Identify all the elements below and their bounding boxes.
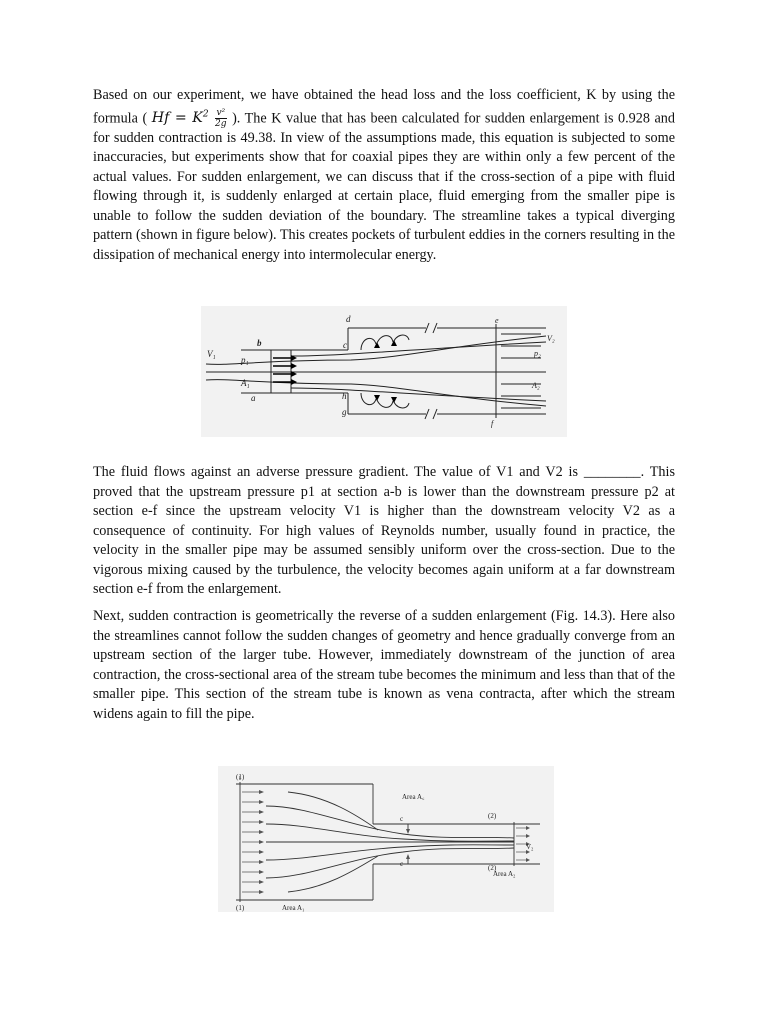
label-h: h xyxy=(342,391,347,401)
label-p2: p₂ xyxy=(534,349,541,358)
formula-denominator: 2g xyxy=(215,118,227,129)
paragraph-head-loss xyxy=(93,86,675,265)
label-section2-bottom: (2) xyxy=(488,864,497,872)
label-area-a2: Area A₂ xyxy=(493,870,516,878)
label-v2: V₂ xyxy=(526,843,534,851)
formula-fraction xyxy=(215,108,227,129)
formula xyxy=(151,107,228,129)
label-area-a1: Area A₁ xyxy=(282,904,305,912)
formula-lhs: Hf = K xyxy=(151,110,203,127)
label-v1: V₁ xyxy=(207,349,216,359)
sudden-contraction-figure xyxy=(218,766,554,912)
label-a2: A₂ xyxy=(532,381,540,390)
formula-numerator: v² xyxy=(216,107,226,118)
paragraph-text: Based on our experiment, we have obtained the head loss and the loss coefficient, K by using the formula ( xyxy=(93,87,675,127)
label-f: f xyxy=(491,419,494,428)
label-section2-top: (2) xyxy=(488,812,497,820)
label-area-ac: Area A꜀ xyxy=(402,793,425,801)
label-section1-bottom: (1) xyxy=(236,904,245,912)
sudden-contraction-diagram xyxy=(218,766,554,912)
paragraph-sudden-contraction: Next, sudden contraction is geometrically the reverse of a sudden enlargement (Fig. 14.3). Here also the streamlines cannot follow the sudden changes of geometry and hence gradually converge from an upstream section of the larger tube. However, immediately downstream of the junction of area contraction, the cross-sectional area of the stream tube becomes the minimum and less than that of the smaller pipe. This section of the stream tube is known as vena contracta, after which the stream widens again to fill the pipe. xyxy=(93,608,675,722)
label-d: d xyxy=(346,314,351,324)
label-b: b xyxy=(257,338,262,348)
paragraph-pressure-gradient: The fluid flows against an adverse pressure gradient. The value of V1 and V2 is ________. This proved that the upstream pressure p1 at section a-b is lower than the downstream pressure p2 at section e-f since the upstream velocity V1 is higher than the downstream velocity V2 as a consequence of continuity. For high values of Reynolds number, usually found in practice, the velocity in the smaller pipe may be assumed sensibly uniform over the cross-section. Due to the vigorous mixing caused by the turbulence, the velocity becomes again uniform at a far downstream section e-f from the enlargement. xyxy=(93,464,675,597)
sudden-enlargement-diagram xyxy=(201,306,567,437)
label-section1-top: (1) xyxy=(236,773,245,781)
label-c-bottom: c xyxy=(400,860,404,868)
label-g: g xyxy=(342,407,347,417)
label-c: c xyxy=(343,340,347,350)
label-a: a xyxy=(251,393,256,403)
label-c-top: c xyxy=(400,815,404,823)
formula-exponent: 2 xyxy=(202,109,209,120)
label-v2: V₂ xyxy=(547,334,555,343)
label-p1: p₁ xyxy=(241,355,249,365)
paragraph-text-cont: ). The K value that has been calculated for sudden enlargement is 0.928 and for sudden contraction is 49.38. In view of the assumptions made, this equation is subjected to some inaccuracies, but experiments show that for coaxial pipes they are within only a few percent of the actual values. For sudden enlargement, we can discuss that if the cross-section of a pipe with fluid flowing through it, is suddenly enlarged at certain place, fluid emerging from the smaller pipe is unable to follow the sudden deviation of the boundary. The streamline takes a typical diverging pattern (shown in figure below). This creates pockets of turbulent eddies in the corners resulting in the dissipation of mechanical energy into intermolecular energy. xyxy=(93,110,675,263)
label-a1: A₁ xyxy=(241,378,250,388)
label-e: e xyxy=(495,316,499,325)
sudden-enlargement-figure xyxy=(201,306,567,437)
